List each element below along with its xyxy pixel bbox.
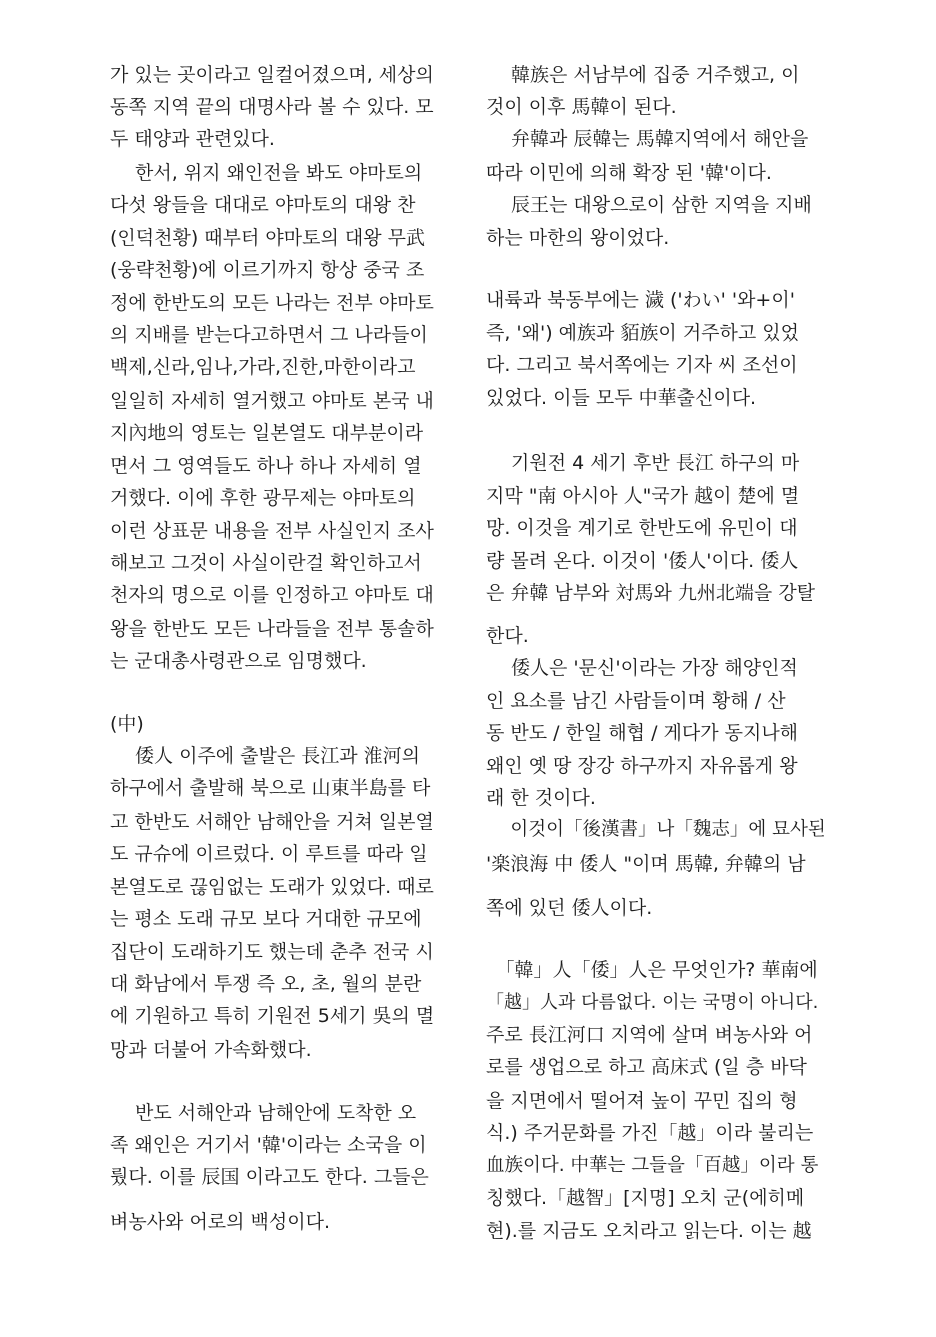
right-text-line: 倭人은 '문신'이라는 가장 해양인적 [486, 657, 798, 679]
right-text-line: 은 弁韓 남부와 対馬와 九州北端을 강탈 [486, 582, 816, 604]
right-text-line: 왜인 옛 땅 장강 하구까지 자유롭게 왕 [486, 755, 798, 777]
section-marker: (中) [110, 713, 144, 735]
left-text-line: 백제,신라,임나,가라,진한,마한이라고 [110, 356, 416, 378]
left-text-line: 다섯 왕들을 대대로 야마토의 대왕 찬 [110, 194, 416, 216]
left-text-line: (웅략천황)에 이르기까지 항상 중국 조 [110, 259, 425, 281]
right-text-line: 한다. [486, 625, 529, 647]
right-text-line: 주로 長江河口 지역에 살며 벼농사와 어 [486, 1024, 813, 1046]
right-text-line: 血族이다. 中華는 그들을「百越」이라 통 [486, 1155, 819, 1176]
left-text-line: 왕을 한반도 모든 나라들을 전부 통솔하 [110, 618, 434, 640]
right-text-line: 「韓」人「倭」人은 무엇인가? 華南에 [486, 959, 818, 981]
left-text-line: 반도 서해안과 남해안에 도착한 오 [110, 1102, 417, 1124]
left-text-line: 본열도로 끊임없는 도래가 있었다. 때로 [110, 876, 434, 898]
left-text-line: 한서, 위지 왜인전을 봐도 야마토의 [110, 162, 423, 184]
right-text-line: 동 반도 / 한일 해협 / 게다가 동지나해 [486, 722, 799, 744]
left-text-line: 일일히 자세히 열거했고 야마토 본국 내 [110, 390, 434, 412]
right-text-line: 있었다. 이들 모두 中華출신이다. [486, 387, 757, 409]
right-text-line: 하는 마한의 왕이었다. [486, 227, 670, 249]
right-text-line: 인 요소를 남긴 사람들이며 황해 / 산 [486, 690, 786, 712]
left-text-line: 천자의 명으로 이를 인정하고 야마토 대 [110, 584, 434, 606]
left-text-line: 도 규슈에 이르렀다. 이 루트를 따라 일 [110, 843, 428, 865]
left-text-line: 면서 그 영역들도 하나 하나 자세히 열 [110, 455, 422, 477]
left-text-line: 망과 더불어 가속화했다. [110, 1039, 312, 1061]
right-text-line: 현).를 지금도 오치라고 읽는다. 이는 越 [486, 1220, 812, 1242]
right-text-line: '楽浪海 中 倭人 "이며 馬韓, 弁韓의 남 [486, 853, 806, 875]
left-text-line: 의 지배를 받는다고하면서 그 나라들이 [110, 324, 428, 346]
right-text-line: 래 한 것이다. [486, 787, 596, 809]
left-text-line: 倭人 이주에 출발은 長江과 淮河의 [110, 745, 421, 767]
right-text-line: 을 지면에서 떨어져 높이 꾸민 집의 형 [486, 1090, 798, 1112]
right-text-line: 즉, '왜') 예族과 貊族이 거주하고 있었 [486, 322, 799, 344]
left-text-line: 는 평소 도래 규모 보다 거대한 규모에 [110, 908, 422, 930]
left-text-line: 정에 한반도의 모든 나라는 전부 야마토 [110, 292, 434, 314]
right-text-line: 량 몰려 온다. 이것이 '倭人'이다. 倭人 [486, 550, 799, 572]
right-text-line: 이것이「後漢書」나「魏志」에 묘사된 [486, 819, 826, 840]
right-text-line: 식.) 주거문화를 가진「越」이라 불리는 [486, 1122, 814, 1144]
right-text-line: 내륙과 북동부에는 濊 ('わい' '와+이' [486, 289, 795, 311]
left-text-line: 고 한반도 서해안 남해안을 거쳐 일본열 [110, 811, 434, 833]
left-text-line: 벼농사와 어로의 백성이다. [110, 1211, 331, 1233]
right-text-line: 韓族은 서남부에 집중 거주했고, 이 [486, 64, 800, 86]
left-text-line: 동쪽 지역 끝의 대명사라 볼 수 있다. 모 [110, 96, 434, 118]
right-text-line: 망. 이것을 계기로 한반도에 유민이 대 [486, 517, 798, 539]
right-text-line: 따라 이민에 의해 확장 된 '韓'이다. [486, 162, 772, 184]
left-text-line: 해보고 그것이 사실이란걸 확인하고서 [110, 552, 422, 574]
right-text-line: 로를 생업으로 하고 高床式 (일 층 바닥 [486, 1056, 807, 1078]
left-text-line: 에 기원하고 특히 기원전 5세기 吳의 멸 [110, 1005, 435, 1027]
right-text-line: 辰王는 대왕으로이 삼한 지역을 지배 [486, 194, 812, 216]
right-text-line: 弁韓과 辰韓는 馬韓지역에서 해안을 [486, 128, 809, 150]
left-text-line: 하구에서 출발해 북으로 山東半島를 타 [110, 777, 431, 799]
right-text-line: 다. 그리고 북서쪽에는 기자 씨 조선이 [486, 354, 798, 376]
left-text-line: 거했다. 이에 후한 광무제는 야마토의 [110, 487, 416, 509]
left-text-line: 이런 상표문 내용을 전부 사실인지 조사 [110, 520, 434, 542]
right-text-line: 기원전 4 세기 후반 長江 하구의 마 [486, 452, 800, 474]
right-text-line: 칭했다.「越智」[지명] 오치 군(에히메 [486, 1187, 805, 1209]
right-text-line: 지막 "南 아시아 人"국가 越이 楚에 멸 [486, 485, 800, 507]
right-text-line: 것이 이후 馬韓이 된다. [486, 96, 677, 118]
left-text-line: (인덕천황) 때부터 야마토의 대왕 무武 [110, 227, 425, 249]
right-text-line: 쪽에 있던 倭人이다. [486, 897, 653, 919]
left-text-line: 집단이 도래하기도 했는데 춘추 전국 시 [110, 941, 434, 963]
left-text-line: 는 군대총사령관으로 임명했다. [110, 650, 367, 672]
left-text-line: 뤘다. 이를 辰国 이라고도 한다. 그들은 [110, 1166, 429, 1188]
left-text-line: 대 화남에서 투쟁 즉 오, 초, 월의 분란 [110, 973, 422, 995]
left-text-line: 지內地의 영토는 일본열도 대부분이라 [110, 422, 424, 444]
left-text-line: 두 태양과 관련있다. [110, 128, 275, 150]
right-text-line: 「越」人과 다름없다. 이는 국명이 아니다. [486, 992, 819, 1013]
left-text-line: 가 있는 곳이라고 일컬어졌으며, 세상의 [110, 64, 434, 86]
left-text-line: 족 왜인은 거기서 '韓'이라는 소국을 이 [110, 1134, 427, 1156]
